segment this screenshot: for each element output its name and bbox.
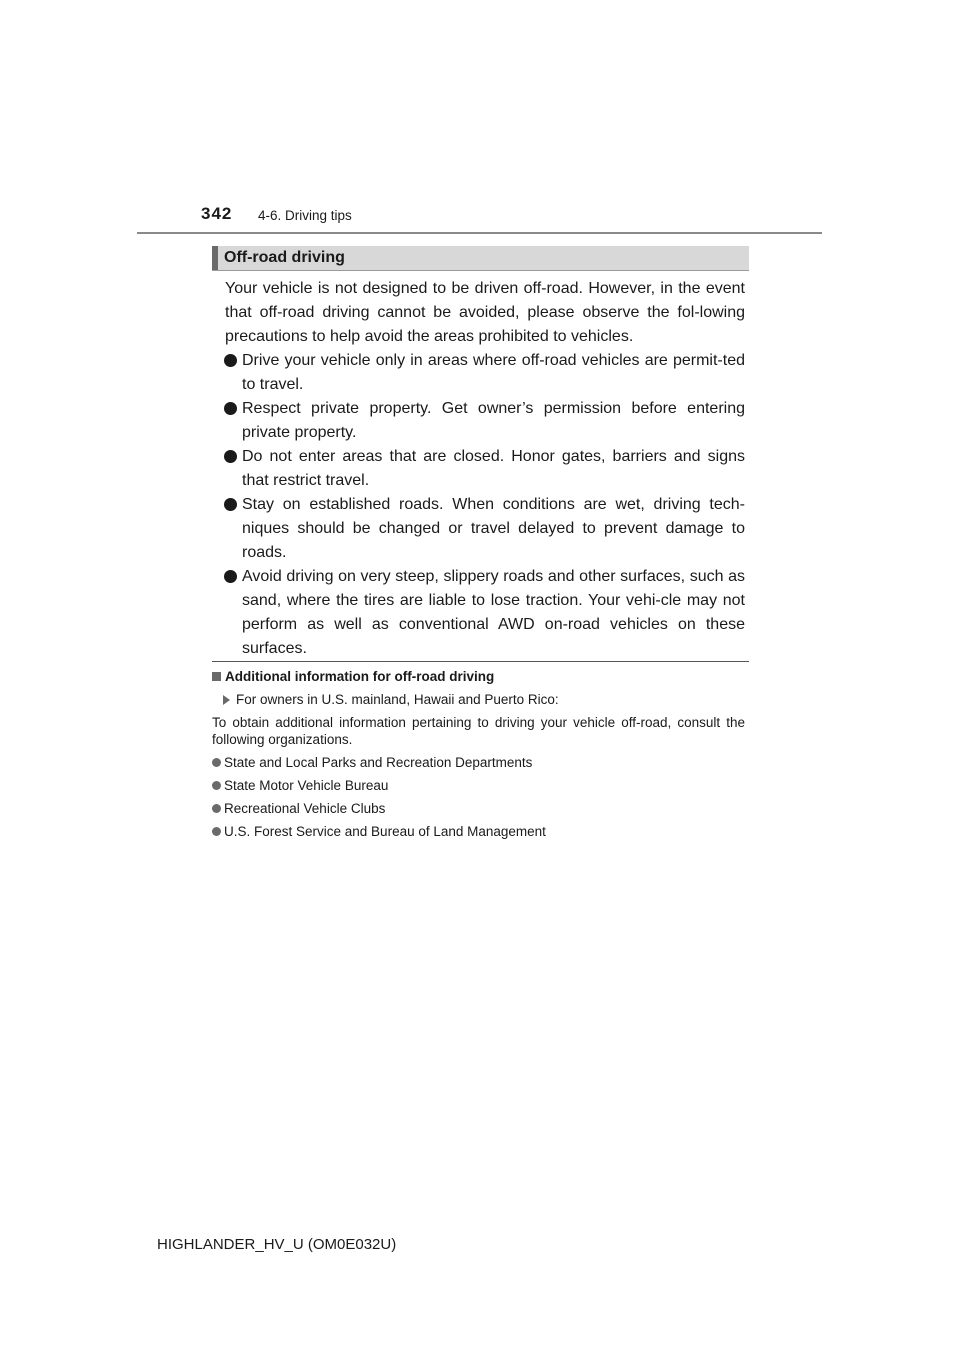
list-item xyxy=(212,397,745,445)
subsection-title-text: Additional information for off-road driving xyxy=(225,669,495,684)
bullet-icon xyxy=(224,450,237,463)
organization-name: State and Local Parks and Recreation Departments xyxy=(224,755,533,770)
list-item xyxy=(212,777,745,794)
precaution-list xyxy=(212,349,745,661)
organization-name: State Motor Vehicle Bureau xyxy=(224,778,389,793)
list-item xyxy=(212,349,745,397)
bullet-icon xyxy=(212,804,221,813)
list-item xyxy=(212,823,745,840)
list-item-text: Avoid driving on very steep, slippery roads and other surfaces, such as sand, where the tires are liable to lose traction. Your vehi-cle may not perform as well as conventional AWD on-road vehicles on these surfaces. xyxy=(242,568,745,657)
list-item xyxy=(212,445,745,493)
list-item-text: Stay on established roads. When conditions are wet, driving tech-niques should be changed or travel delayed to prevent damage to roads. xyxy=(242,496,745,561)
heading-bar xyxy=(212,246,218,270)
header-divider xyxy=(137,232,822,234)
footer-model-code: HIGHLANDER_HV_U (OM0E032U) xyxy=(157,1236,397,1253)
organization-name: Recreational Vehicle Clubs xyxy=(224,801,386,816)
bullet-icon xyxy=(212,781,221,790)
subsection-divider xyxy=(212,661,749,662)
section-heading xyxy=(212,246,749,271)
section-body xyxy=(212,277,745,661)
bullet-icon xyxy=(224,402,237,415)
bullet-icon xyxy=(224,570,237,583)
additional-info xyxy=(212,668,745,840)
page-number: 342 xyxy=(201,204,233,223)
list-item xyxy=(212,493,745,565)
list-item xyxy=(212,800,745,817)
chapter-title: 4-6. Driving tips xyxy=(258,208,352,223)
triangle-arrow-icon xyxy=(223,695,230,705)
bullet-icon xyxy=(224,498,237,511)
list-item-text: Drive your vehicle only in areas where off-road vehicles are permit-ted to travel. xyxy=(242,352,745,393)
section-title: Off-road driving xyxy=(224,249,345,266)
square-bullet-icon xyxy=(212,672,221,681)
subsection-title xyxy=(212,668,745,685)
list-item-text: Respect private property. Get owner’s permission before entering private property. xyxy=(242,400,745,441)
list-item xyxy=(212,754,745,771)
intro-paragraph: Your vehicle is not designed to be driven off-road. However, in the event that off-road driving cannot be avoided, please observe the fol-lowing precautions to help avoid the areas prohibited to vehicles. xyxy=(225,280,745,345)
region-text: For owners in U.S. mainland, Hawaii and Puerto Rico: xyxy=(236,692,559,707)
bullet-icon xyxy=(212,827,221,836)
organization-list xyxy=(212,754,745,840)
list-item-text: Do not enter areas that are closed. Honor gates, barriers and signs that restrict travel. xyxy=(242,448,745,489)
organization-name: U.S. Forest Service and Bureau of Land Management xyxy=(224,824,546,839)
list-item xyxy=(212,565,745,661)
bullet-icon xyxy=(212,758,221,767)
bullet-icon xyxy=(224,354,237,367)
region-line xyxy=(212,691,745,708)
info-paragraph: To obtain additional information pertaining to driving your vehicle off-road, consult the following organizations. xyxy=(212,715,745,747)
